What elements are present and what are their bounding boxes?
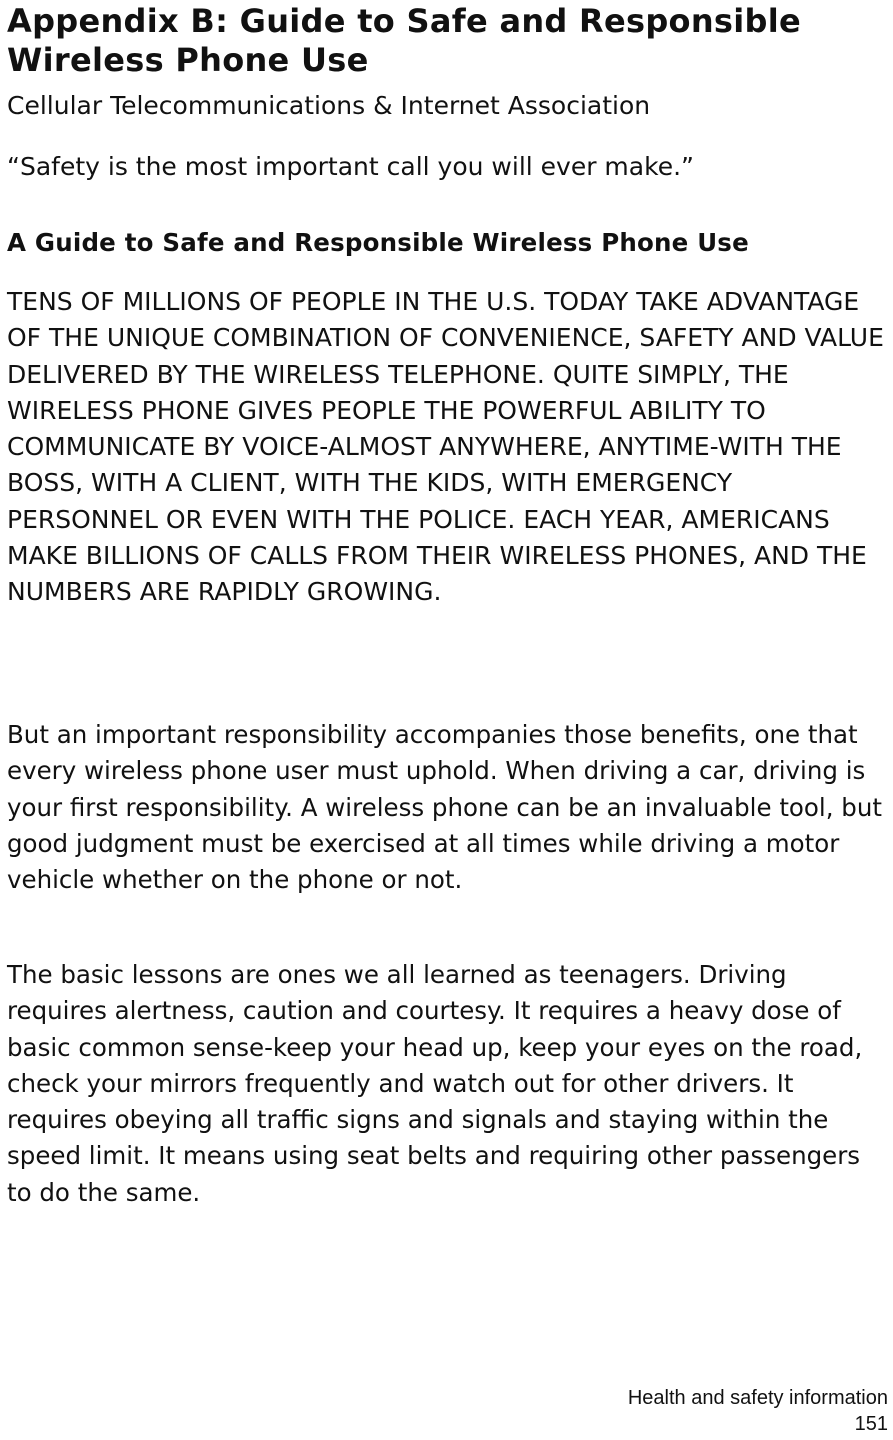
page-title: Appendix B: Guide to Safe and Responsible Wireless Phone Use: [7, 2, 802, 79]
paragraph-intro: TENS OF MILLIONS OF PEOPLE IN THE U.S. TODAY TAKE ADVANTAGE OF THE UNIQUE COMBINATION OF CONVENIENCE, SAFETY AND VALUE DELIVERED BY THE WIRELESS TELEPHONE. QUITE SIMPLY, THE WIRELESS PHONE GIVES PEOPLE THE POWERFUL ABILITY TO COMMUNICATE BY VOICE-ALMOST ANYWHERE, ANYTIME-WITH THE BOSS, WITH A CLIENT, WITH THE KIDS, WITH EMERGENCY PERSONNEL OR EVEN WITH THE POLICE. EACH YEAR, AMERICANS MAKE BILLIONS OF CALLS FROM THEIR WIRELESS PHONES, AND THE NUMBERS ARE RAPIDLY GROWING.: [7, 287, 884, 607]
paragraph-responsibility: But an important responsibility accompanies those benefits, one that every wireless phone user must uphold. When driving a car, driving is your first responsibility. A wireless phone can be an invaluable tool, but good judgment must be exercised at all times while driving a motor vehicle whether on the phone or not.: [7, 720, 882, 895]
safety-quote: “Safety is the most important call you will ever make.”: [7, 152, 694, 181]
organization-name: Cellular Telecommunications & Internet Association: [7, 91, 651, 120]
footer-section-label: Health and safety information: [627, 1387, 888, 1409]
page-footer: [628, 1385, 888, 1437]
page-number: 151: [854, 1413, 888, 1435]
paragraph-basic-lessons: The basic lessons are ones we all learned as teenagers. Driving requires alertness, caution and courtesy. It requires a heavy dose of basic common sense-keep your head up, keep your eyes on the road, check your mirrors frequently and watch out for other drivers. It requires obeying all traffic signs and signals and staying within the speed limit. It means using seat belts and requiring other passengers to do the same.: [7, 960, 863, 1207]
section-heading: A Guide to Safe and Responsible Wireless Phone Use: [7, 228, 749, 257]
